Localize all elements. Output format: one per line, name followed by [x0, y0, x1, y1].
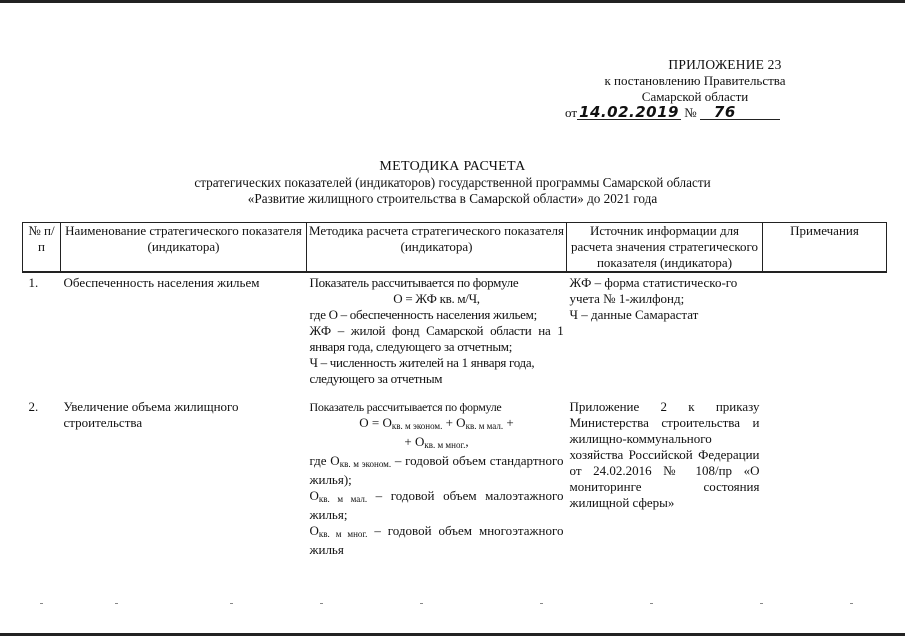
appendix-region-line: Самарской области [641, 89, 749, 104]
indicator-name: Увеличение объема жилищного строительства [63, 399, 239, 430]
source-cell [567, 272, 763, 397]
row-number: 2. [28, 399, 39, 414]
definition-subscript: кв. м мал. [318, 494, 368, 504]
top-border-line [0, 0, 905, 3]
definition-symbol: О [309, 488, 319, 503]
definition-text: – годовой объем стандартного жилья); [309, 453, 564, 487]
method-cell [307, 397, 567, 558]
appendix-date-line [555, 105, 835, 121]
definition-symbol: О [309, 523, 319, 538]
method-cell [307, 272, 567, 397]
formula-part: О = О [359, 415, 392, 430]
source-cell: Приложение 2 к приказу Министерства строительства и жилищно-коммунального хозяйства Российской Федерации от 24.02.2016 № 108/пр «О мониторинге состояния жилищной сферы» [569, 399, 760, 510]
method-formula-line-2 [310, 434, 564, 453]
header-name: Наименование стратегического показателя (индикатора) [61, 223, 307, 273]
method-line: Ч – численность жителей на 1 января года, следующего за отчетным [309, 355, 535, 386]
definition-subscript: кв. м эконом. [339, 459, 392, 469]
formula-part: + О [442, 415, 466, 430]
method-formula-line-1 [310, 415, 564, 434]
table-row [23, 272, 887, 397]
number-prefix: № [684, 105, 697, 120]
scan-dashes [0, 601, 905, 607]
bottom-border-line [0, 633, 905, 636]
method-line: ЖФ – жилой фонд Самарской области на 1 января года, следующего за отчетным; [309, 323, 564, 354]
method-intro: Показатель рассчитывается по формуле [309, 275, 519, 290]
appendix-title: ПРИЛОЖЕНИЕ 23 [668, 57, 782, 72]
source-line: ЖФ – форма статистическо-го учета № 1-жилфонд; [569, 275, 738, 306]
date-prefix: от [565, 105, 578, 120]
formula-subscript: кв. м эконом. [391, 421, 443, 431]
document-title: МЕТОДИКА РАСЧЕТА [379, 159, 526, 174]
header-method: Методика расчета стратегического показателя (индикатора) [307, 223, 567, 273]
method-definition [310, 523, 564, 558]
header-source: Источник информации для расчета значения стратегического показателя (индикатора) [567, 223, 763, 273]
definition-symbol: где О [309, 453, 340, 468]
document-subtitle-1: стратегических показателей (индикаторов) государственной программы Самарской области [194, 175, 711, 190]
date-handwritten: 14.02.2019 [577, 105, 681, 120]
table-row [23, 397, 887, 558]
table-header-row [23, 223, 887, 273]
formula-part: + [503, 415, 514, 430]
method-formula: О = ЖФ кв. м/Ч, [393, 291, 480, 306]
formula-part: , [465, 434, 469, 449]
number-handwritten: 76 [700, 105, 780, 120]
method-definition [310, 453, 564, 488]
method-line: где О – обеспеченность населения жильем; [309, 307, 537, 322]
document-title-block [0, 159, 905, 207]
formula-part: + О [404, 434, 425, 449]
header-num: № п/п [23, 223, 61, 273]
header-notes: Примечания [763, 223, 887, 273]
indicators-table [22, 222, 887, 558]
row-number: 1. [28, 275, 39, 290]
definition-text: – годовой объем многоэтажного жилья [309, 523, 564, 557]
notes-cell [763, 272, 887, 397]
document-subtitle-2: «Развитие жилищного строительства в Самарской области» до 2021 года [247, 191, 658, 206]
method-intro: Показатель рассчитывается по формуле [309, 400, 502, 414]
indicator-name: Обеспеченность населения жильем [63, 275, 260, 290]
definition-subscript: кв. м мног. [318, 529, 368, 539]
source-line: Ч – данные Самарастат [569, 307, 699, 322]
method-definition [310, 488, 564, 523]
notes-cell [763, 397, 887, 558]
definition-text: – годовой объем малоэтажного жилья; [309, 488, 564, 522]
formula-subscript: кв. м мног. [424, 440, 466, 450]
formula-subscript: кв. м мал. [465, 421, 504, 431]
appendix-block [555, 57, 835, 121]
appendix-decree-line: к постановлению Правительства [604, 73, 786, 88]
